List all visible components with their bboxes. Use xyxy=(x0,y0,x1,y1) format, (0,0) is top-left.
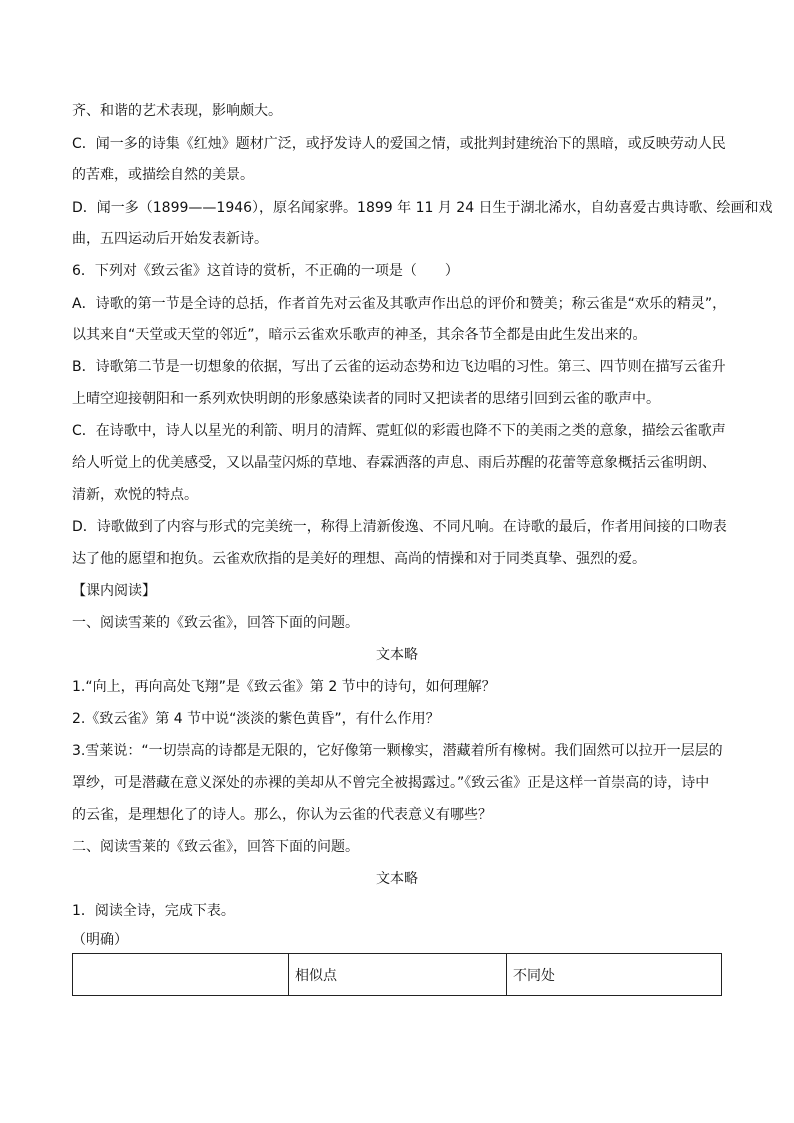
text-omitted-label: 文本略 xyxy=(376,871,418,887)
text-line: 的苦难，或描绘自然的美景。 xyxy=(72,167,254,183)
table-cell-differences: 不同处 xyxy=(507,954,722,996)
text-line: 给人听觉上的优美感受，又以晶莹闪烁的草地、春霖洒落的声息、雨后苏醒的花蕾等意象概括云雀明朗、 xyxy=(72,455,716,471)
question-6: 6．下列对《致云雀》这首诗的赏析，不正确的一项是（ ） xyxy=(72,263,459,279)
option-c-line: C．闻一多的诗集《红烛》题材广泛，或抒发诗人的爱国之情，或批判封建统治下的黑暗，或反映劳动人民 xyxy=(72,136,726,152)
question-1: 1.“向上，再向高处飞翔”是《致云雀》第 2 节中的诗句，如何理解？ xyxy=(72,679,496,695)
table-row xyxy=(73,954,722,996)
text-line: 的云雀，是理想化了的诗人。那么，你认为云雀的代表意义有哪些？ xyxy=(72,807,492,823)
text-line: 齐、和谐的艺术表现，影响颇大。 xyxy=(72,103,282,119)
part-one-title: 一、阅读雪莱的《致云雀》，回答下面的问题。 xyxy=(72,615,359,631)
comparison-table xyxy=(72,953,722,996)
text-omitted-label: 文本略 xyxy=(376,647,418,663)
section-heading: 【课内阅读】 xyxy=(72,583,156,599)
option-c-line: C．在诗歌中，诗人以星光的利箭、明月的清辉、霓虹似的彩霞也降不下的美雨之类的意象，描绘云雀歌声 xyxy=(72,423,726,439)
text-line: 清新，欢悦的特点。 xyxy=(72,487,198,503)
question-1-table: 1．阅读全诗，完成下表。 xyxy=(72,903,235,919)
option-d-line: D．诗歌做到了内容与形式的完美统一，称得上清新俊逸、不同凡响。在诗歌的最后，作者用间接的口吻表 xyxy=(72,519,727,535)
text-line: 罩纱，可是潜藏在意义深处的赤裸的美却从不曾完全被揭露过。”《致云雀》正是这样一首崇高的诗，诗中 xyxy=(72,775,710,791)
option-b-line: B．诗歌第二节是一切想象的依据，写出了云雀的运动态势和边飞边唱的习性。第三、四节则在描写云雀升 xyxy=(72,359,726,375)
text-line: 上晴空迎接朝阳和一系列欢快明朗的形象感染读者的同时又把读者的思绪引回到云雀的歌声中。 xyxy=(72,391,660,407)
text-line: 以其来自“天堂或天堂的邻近”，暗示云雀欢乐歌声的神圣，其余各节全都是由此生发出来的。 xyxy=(72,327,647,343)
table-cell-empty xyxy=(73,954,289,996)
text-line: 达了他的愿望和抱负。云雀欢欣指的是美好的理想、高尚的情操和对于同类真挚、强烈的爱。 xyxy=(72,551,646,567)
question-2: 2.《致云雀》第 4 节中说“淡淡的紫色黄昏”，有什么作用？ xyxy=(72,711,440,727)
option-a-line: A．诗歌的第一节是全诗的总括，作者首先对云雀及其歌声作出总的评价和赞美；称云雀是“欢乐的精灵”， xyxy=(72,296,727,312)
question-3: 3.雪莱说：“一切崇高的诗都是无限的，它好像第一颗橡实，潜藏着所有橡树。我们固然可以拉开一层层的 xyxy=(72,743,723,759)
answer-label: （明确） xyxy=(72,932,128,948)
text-line: 曲，五四运动后开始发表新诗。 xyxy=(72,231,268,247)
option-d-line: D．闻一多（1899——1946），原名闻家骅。1899 年 11 月 24 日生于湖北浠水，自幼喜爱古典诗歌、绘画和戏 xyxy=(72,200,773,216)
table-cell-similarities: 相似点 xyxy=(289,954,507,996)
part-two-title: 二、阅读雪莱的《致云雀》，回答下面的问题。 xyxy=(72,839,359,855)
